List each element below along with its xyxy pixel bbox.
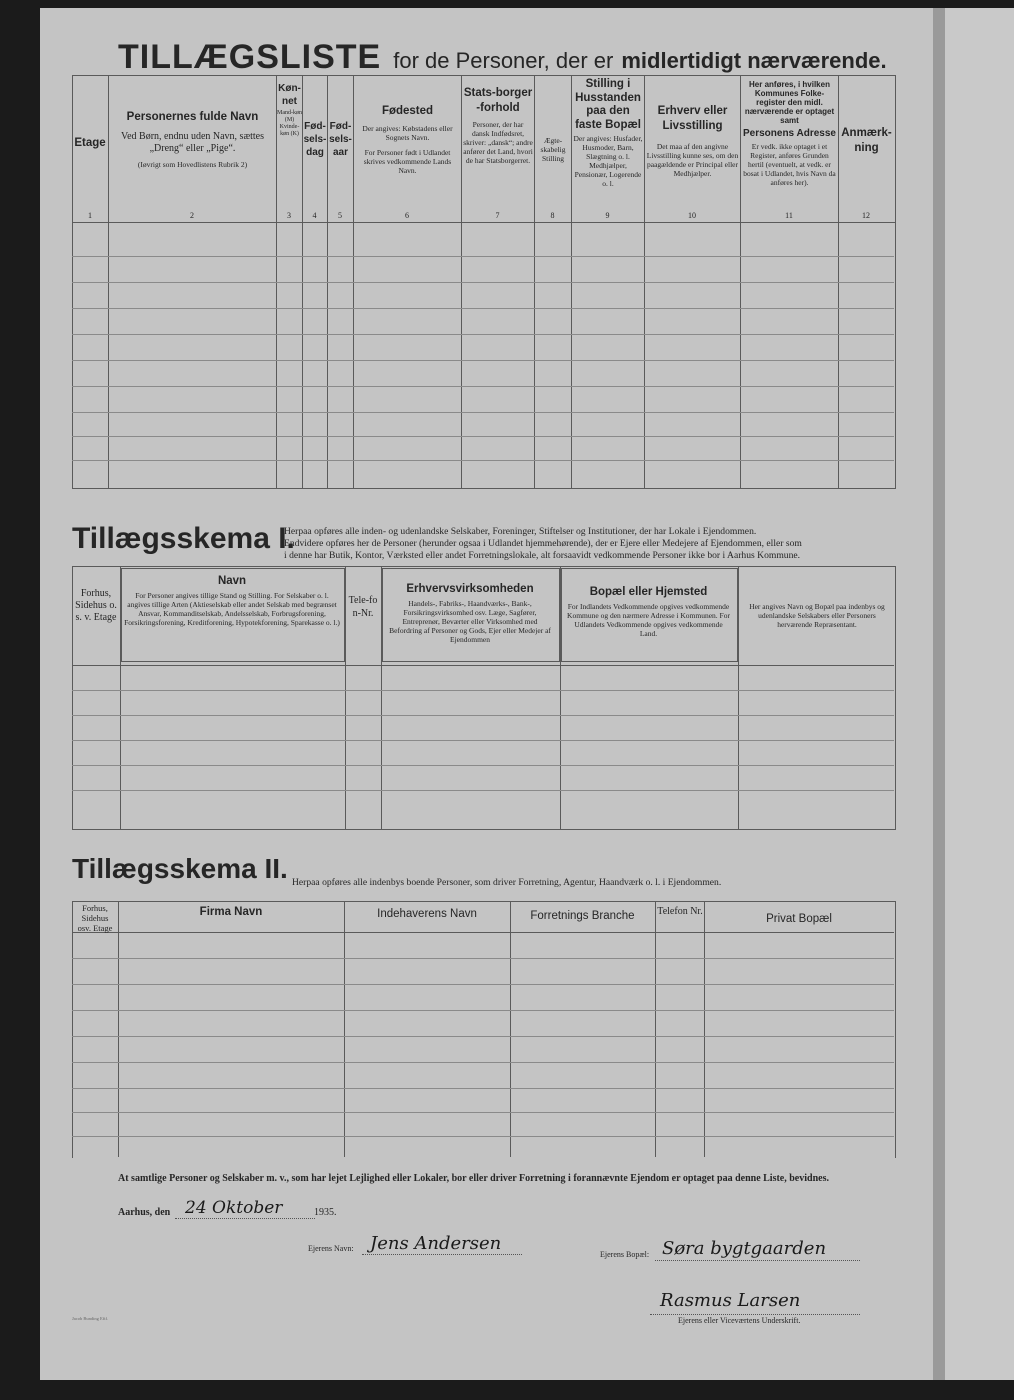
signature-handwritten: Rasmus Larsen <box>660 1290 801 1311</box>
table-row-line <box>72 790 894 791</box>
col-birthplace-title: Fødested <box>381 105 434 117</box>
col-sex-note: Mand-køn (M) Kvinde-køn (K) <box>277 110 302 137</box>
col-num: 10 <box>688 211 696 220</box>
s1-col-phone: Tele-fon-Nr. <box>348 595 378 619</box>
skema2-table <box>72 901 896 1158</box>
col-etage-title: Etage <box>74 137 106 149</box>
col-household-title: Stilling i Husstanden paa den faste Bopæl <box>575 78 641 131</box>
table-row-line <box>72 765 894 766</box>
page-edge <box>933 8 945 1380</box>
col-name-title: Personernes fulde Navn <box>126 111 259 123</box>
s1-col-rep-note: Her angives Navn og Bopæl paa indenbys og udenlandske Selskabers eller Personers herværende Repræsentant. <box>749 602 885 629</box>
table-row-line <box>72 690 894 691</box>
owner-address-line <box>655 1260 860 1261</box>
col-birthyear-title: Fød-sels-aar <box>329 121 352 158</box>
table-row-line <box>72 308 894 309</box>
col-remarks-title: Anmærk-ning <box>841 127 892 154</box>
date-year: 1935. <box>314 1207 337 1218</box>
col-num: 6 <box>405 211 409 220</box>
table-row-line <box>72 256 894 257</box>
table-row-line <box>72 334 894 335</box>
col-num: 1 <box>88 211 92 220</box>
table-row-line <box>72 984 894 985</box>
skema2-title: Tillægsskema II. <box>72 853 288 884</box>
s1-col-name-note: For Personer angives tillige Stand og Stilling. For Selskaber o. l. angives tillige Arten (Aktieselskab eller andet Selskab med begrænset Ansvar, Kommanditselskab, Andelsselskab, Forbrugsforening, Forsikringsforening, Kreditforening, Hypotekforening, Sparekasse o. l.) <box>124 591 340 627</box>
attestation-text: At samtlige Personer og Selskaber m. v., som har lejet Lejlighed eller Lokaler, bor eller driver Forretning i forannævnte Ejendom er optaget paa denne Liste, bevidnes. <box>118 1173 829 1184</box>
col-occupation-note: Det maa af den angivne Livsstilling kunne ses, om den paagældende er Principal eller Medhjælper. <box>646 142 739 178</box>
col-num: 7 <box>495 211 500 220</box>
s1-col-etage: Forhus, Sidehus o. s. v. Etage <box>75 588 117 623</box>
table-row-line <box>72 1036 894 1037</box>
col-num: 3 <box>287 211 291 220</box>
s1-col-residence-note: For Indlandets Vedkommende opgives vedkommende Kommune og den nærmere Adresse i Kommunen. For Udlandets Vedkommende opgives vedkommende Land. <box>567 602 730 638</box>
table-row-line <box>72 436 894 437</box>
main-header-divider <box>72 222 895 223</box>
table-row-line <box>72 386 894 387</box>
page-title <box>118 38 887 77</box>
col-birthplace-note: Der angives: Købstadens eller Sognets Navn. <box>362 124 453 142</box>
skema1-description <box>284 526 896 562</box>
col-name-note2: (Iøvrigt som Hovedlistens Rubrik 2) <box>137 160 248 169</box>
col-num: 8 <box>550 211 555 220</box>
col-divider <box>344 901 345 1157</box>
table-row-line <box>72 715 894 716</box>
date-handwritten: 24 Oktober <box>185 1198 283 1218</box>
s1-col-business-title: Erhvervsvirksomheden <box>406 583 534 595</box>
col-marital-note: Ægte-skabelig Stilling <box>540 136 566 163</box>
skema2-description: Herpaa opføres alle indenbys boende Personer, som driver Forretning, Agentur, Haandværk o. l. i Ejendommen. <box>292 877 722 888</box>
title-sub-b: midlertidigt nærværende. <box>621 48 887 73</box>
table-row-line <box>72 1062 894 1063</box>
owner-name-label: Ejerens Navn: <box>308 1244 354 1253</box>
table-row-line <box>72 1088 894 1089</box>
col-num: 12 <box>862 211 870 220</box>
col-sex-title: Køn-net <box>278 83 301 107</box>
owner-address-label: Ejerens Bopæl: <box>600 1250 650 1259</box>
table-row-line <box>72 460 894 461</box>
table-row-line <box>72 740 894 741</box>
next-page <box>945 8 1014 1380</box>
owner-address-handwritten: Søra bygtgaarden <box>662 1238 827 1259</box>
col-citizen-note: Personer, der har dansk Indfødsret, skriver: „dansk“; andre anfører det Land, hvori de har Statsborgerret. <box>463 120 533 165</box>
col-birthday-title: Fød-sels-dag <box>303 121 327 158</box>
col-name-note: Ved Børn, endnu uden Navn, sættes „Dreng“ eller „Pige“. <box>120 131 265 154</box>
col-num: 2 <box>190 211 194 220</box>
signature-label: Ejerens eller Viceværtens Underskrift. <box>678 1316 801 1325</box>
col-divider <box>704 901 705 1157</box>
col-household-note: Der angives: Husfader, Husmoder, Barn, Slægtning o. l. Medhjælper, Pensionær, Logerende o. l. <box>573 134 643 188</box>
col-citizen-title: Stats-borger-forhold <box>463 87 533 114</box>
table-row-line <box>72 958 894 959</box>
table-row-line <box>72 1136 894 1137</box>
table-row-line <box>72 1112 894 1113</box>
table-row-line <box>72 1010 894 1011</box>
s2-col-private: Privat Bopæl <box>766 913 832 925</box>
skema1-title: Tillægsskema I. <box>72 522 295 555</box>
col-num: 5 <box>338 211 342 220</box>
s1-col-name-title: Navn <box>217 575 247 587</box>
s2-col-phone: Telefon Nr. <box>657 906 703 917</box>
col-occupation-title: Erhverv eller Livsstilling <box>657 105 728 132</box>
skema1-desc-line: Endvidere opføres her de Personer (herunder ogsaa i Udlandet hjemmehørende), der er Ejere eller Medejere af Ejendommen, eller som <box>284 538 802 549</box>
s2-col-etage: Forhus, Sidehus osv. Etage <box>77 903 113 933</box>
col-divider <box>118 901 119 1157</box>
col-divider <box>655 901 656 1157</box>
skema2-header-divider <box>72 932 894 933</box>
date-place: Aarhus, den <box>118 1207 171 1218</box>
s2-col-owner: Indehaverens Navn <box>377 908 477 920</box>
owner-name-handwritten: Jens Andersen <box>370 1233 502 1254</box>
table-row-line <box>72 412 894 413</box>
owner-name-line <box>362 1254 522 1255</box>
s1-col-residence-title: Bopæl eller Hjemsted <box>589 586 708 598</box>
col-address-note-top: Her anføres, i hvilken Kommunes Folke-register den midl. nærværende er optaget samt <box>744 80 835 125</box>
skema1-desc-line: i denne har Butik, Kontor, Værksted eller andet Forretningslokale, alt forsaavidt vedkommende Personer ikke bor i Aarhus Kommune. <box>284 550 801 561</box>
table-row-line <box>72 360 894 361</box>
col-address-note: Er vedk. ikke optaget i et Register, anføres Grunden hertil (eventuelt, at vedk. er bosat i Udlandet, hvis Navn da anføres her). <box>743 142 836 187</box>
s2-col-firm: Firma Navn <box>199 906 263 918</box>
title-main: TILLÆGSLISTE <box>118 38 382 76</box>
skema1-desc-line: Herpaa opføres alle inden- og udenlandske Selskaber, Foreninger, Stiftelser og Institutioner, der har Lokale i Ejendommen. <box>284 526 757 537</box>
col-address-title: Personens Adresse <box>742 128 836 139</box>
s2-col-branch: Forretnings Branche <box>530 910 635 922</box>
col-num: 9 <box>605 211 610 220</box>
col-num: 4 <box>312 211 317 220</box>
printer-note: Jacob Bunding Eftf. <box>72 1316 109 1321</box>
s1-col-business-note: Handels-, Fabriks-, Haandværks-, Bank-, Forsikringsvirksomhed osv. Læge, Sagfører, Entreprenør, Beværter eller Virksomhed med Befordring af Personer og Gods, Ejer eller Medejer af Ejendommen <box>389 599 551 644</box>
skema1-header-divider <box>72 665 894 666</box>
title-sub-a: for de Personer, der er <box>393 48 614 73</box>
col-birthplace-note2: For Personer født i Udlandet skrives vedkommende Lands Navn. <box>363 148 452 175</box>
date-line <box>175 1218 315 1219</box>
signature-line <box>650 1314 860 1315</box>
col-num: 11 <box>785 211 793 220</box>
col-divider <box>510 901 511 1157</box>
table-row-line <box>72 282 894 283</box>
